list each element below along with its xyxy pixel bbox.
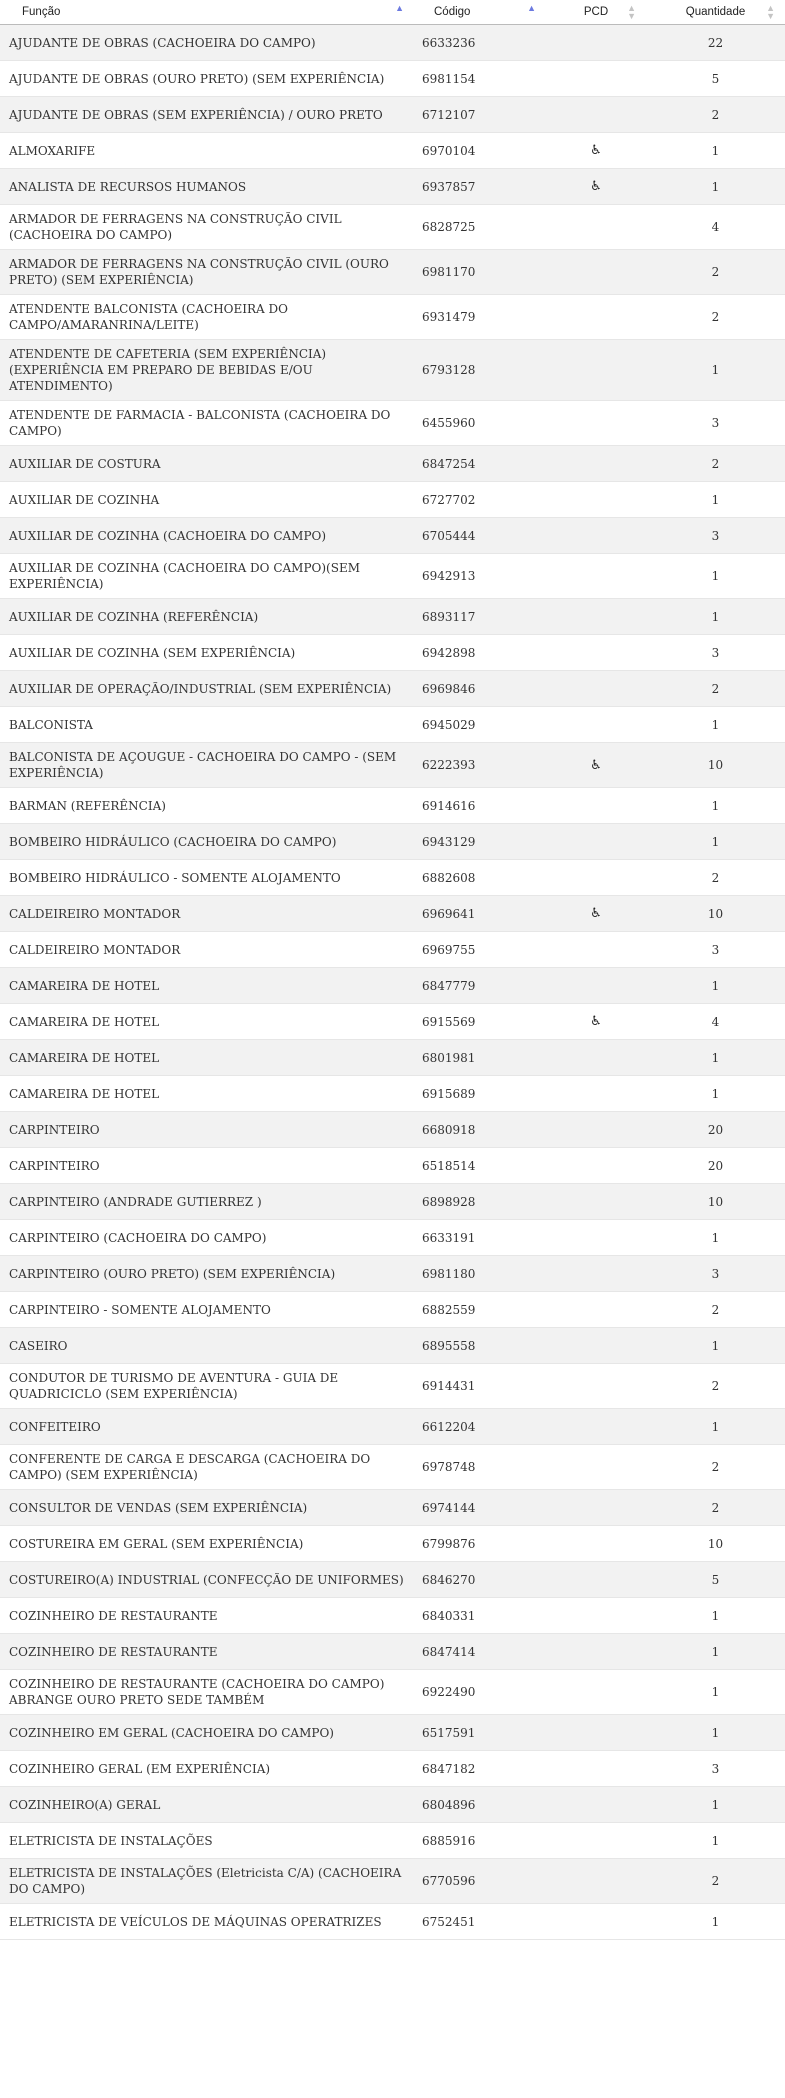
cell-pcd — [546, 133, 646, 169]
cell-funcao: BOMBEIRO HIDRÁULICO - SOMENTE ALOJAMENTO — [0, 860, 414, 896]
table-row[interactable] — [0, 1292, 785, 1328]
cell-quantidade: 22 — [646, 25, 785, 61]
table-row[interactable] — [0, 1220, 785, 1256]
cell-quantidade: 5 — [646, 61, 785, 97]
cell-funcao: ATENDENTE BALCONISTA (CACHOEIRA DO CAMPO/AMARANRINA/LEITE) — [0, 295, 414, 340]
cell-codigo: 6974144 — [414, 1490, 546, 1526]
table-row[interactable] — [0, 635, 785, 671]
cell-quantidade: 10 — [646, 1184, 785, 1220]
cell-quantidade: 4 — [646, 1004, 785, 1040]
cell-codigo: 6455960 — [414, 401, 546, 446]
cell-quantidade: 10 — [646, 896, 785, 932]
wheelchair-icon: ♿ — [590, 179, 602, 194]
cell-quantidade: 5 — [646, 1562, 785, 1598]
table-row[interactable] — [0, 1256, 785, 1292]
table-row[interactable] — [0, 61, 785, 97]
cell-pcd — [546, 1598, 646, 1634]
cell-quantidade: 3 — [646, 635, 785, 671]
cell-pcd — [546, 1904, 646, 1940]
cell-funcao: AUXILIAR DE COZINHA — [0, 482, 414, 518]
table-row[interactable] — [0, 482, 785, 518]
cell-codigo: 6945029 — [414, 707, 546, 743]
table-row[interactable] — [0, 250, 785, 295]
cell-codigo: 6847254 — [414, 446, 546, 482]
table-row[interactable] — [0, 1526, 785, 1562]
cell-pcd — [546, 1148, 646, 1184]
cell-funcao: CAMAREIRA DE HOTEL — [0, 1076, 414, 1112]
cell-pcd — [546, 707, 646, 743]
cell-codigo: 6847414 — [414, 1634, 546, 1670]
cell-funcao: COZINHEIRO DE RESTAURANTE (CACHOEIRA DO CAMPO) ABRANGE OURO PRETO SEDE TAMBÉM — [0, 1670, 414, 1715]
cell-pcd — [546, 340, 646, 401]
cell-codigo: 6847779 — [414, 968, 546, 1004]
cell-pcd — [546, 1112, 646, 1148]
table-row[interactable] — [0, 1562, 785, 1598]
cell-pcd — [546, 1409, 646, 1445]
cell-pcd — [546, 1076, 646, 1112]
cell-codigo: 6981170 — [414, 250, 546, 295]
table-row[interactable] — [0, 1004, 785, 1040]
table-row[interactable] — [0, 1490, 785, 1526]
cell-quantidade: 1 — [646, 707, 785, 743]
table-body — [0, 25, 785, 1940]
table-row[interactable] — [0, 340, 785, 401]
cell-pcd — [546, 1670, 646, 1715]
cell-pcd — [546, 1364, 646, 1409]
cell-quantidade: 4 — [646, 205, 785, 250]
cell-codigo: 6942913 — [414, 554, 546, 599]
table-row[interactable] — [0, 1670, 785, 1715]
cell-funcao: CARPINTEIRO (ANDRADE GUTIERREZ ) — [0, 1184, 414, 1220]
table-row[interactable] — [0, 1184, 785, 1220]
cell-quantidade: 3 — [646, 401, 785, 446]
cell-quantidade: 2 — [646, 446, 785, 482]
cell-pcd — [546, 896, 646, 932]
cell-quantidade: 20 — [646, 1112, 785, 1148]
cell-codigo: 6222393 — [414, 743, 546, 788]
table-row[interactable] — [0, 133, 785, 169]
cell-funcao: AJUDANTE DE OBRAS (CACHOEIRA DO CAMPO) — [0, 25, 414, 61]
cell-quantidade: 2 — [646, 1292, 785, 1328]
cell-funcao: ANALISTA DE RECURSOS HUMANOS — [0, 169, 414, 205]
table-row[interactable] — [0, 1715, 785, 1751]
cell-quantidade: 1 — [646, 788, 785, 824]
cell-funcao: AUXILIAR DE COZINHA (SEM EXPERIÊNCIA) — [0, 635, 414, 671]
table-row[interactable] — [0, 1859, 785, 1904]
cell-pcd — [546, 1445, 646, 1490]
cell-pcd — [546, 1292, 646, 1328]
cell-quantidade: 3 — [646, 932, 785, 968]
cell-funcao: ATENDENTE DE FARMACIA - BALCONISTA (CACHOEIRA DO CAMPO) — [0, 401, 414, 446]
cell-funcao: CARPINTEIRO — [0, 1112, 414, 1148]
column-header-quantidade-label: Quantidade — [685, 6, 746, 18]
table-row[interactable] — [0, 788, 785, 824]
cell-pcd — [546, 169, 646, 205]
cell-pcd — [546, 295, 646, 340]
cell-codigo: 6915689 — [414, 1076, 546, 1112]
cell-funcao: CONFEITEIRO — [0, 1409, 414, 1445]
table-row[interactable] — [0, 1634, 785, 1670]
column-header-funcao-label: Função — [22, 6, 61, 18]
table-row[interactable] — [0, 1364, 785, 1409]
cell-quantidade: 2 — [646, 295, 785, 340]
cell-pcd — [546, 1184, 646, 1220]
cell-quantidade: 1 — [646, 1787, 785, 1823]
cell-codigo: 6931479 — [414, 295, 546, 340]
cell-codigo: 6846270 — [414, 1562, 546, 1598]
cell-codigo: 6705444 — [414, 518, 546, 554]
table-row[interactable] — [0, 896, 785, 932]
table-row[interactable] — [0, 968, 785, 1004]
cell-codigo: 6727702 — [414, 482, 546, 518]
cell-funcao: ATENDENTE DE CAFETERIA (SEM EXPERIÊNCIA) (EXPERIÊNCIA EM PREPARO DE BEBIDAS E/OU ATENDIMENTO) — [0, 340, 414, 401]
cell-pcd — [546, 1040, 646, 1076]
cell-codigo: 6970104 — [414, 133, 546, 169]
wheelchair-icon: ♿ — [590, 143, 602, 158]
table-row[interactable] — [0, 599, 785, 635]
cell-codigo: 6942898 — [414, 635, 546, 671]
cell-pcd — [546, 1328, 646, 1364]
cell-pcd — [546, 446, 646, 482]
table-row[interactable] — [0, 97, 785, 133]
table-header-row — [0, 0, 785, 25]
cell-funcao: AUXILIAR DE COZINHA (CACHOEIRA DO CAMPO)(SEM EXPERIÊNCIA) — [0, 554, 414, 599]
column-header-codigo[interactable] — [414, 0, 546, 25]
cell-funcao: ELETRICISTA DE INSTALAÇÕES (Eletricista C/A) (CACHOEIRA DO CAMPO) — [0, 1859, 414, 1904]
cell-funcao: COSTUREIRA EM GERAL (SEM EXPERIÊNCIA) — [0, 1526, 414, 1562]
table-row[interactable] — [0, 1148, 785, 1184]
cell-codigo: 6943129 — [414, 824, 546, 860]
cell-quantidade: 1 — [646, 482, 785, 518]
cell-pcd — [546, 743, 646, 788]
cell-funcao: COZINHEIRO DE RESTAURANTE — [0, 1598, 414, 1634]
cell-codigo: 6969755 — [414, 932, 546, 968]
cell-quantidade: 1 — [646, 599, 785, 635]
cell-funcao: BALCONISTA — [0, 707, 414, 743]
cell-quantidade: 1 — [646, 1076, 785, 1112]
cell-funcao: CARPINTEIRO (CACHOEIRA DO CAMPO) — [0, 1220, 414, 1256]
wheelchair-icon: ♿ — [590, 906, 602, 921]
cell-quantidade: 1 — [646, 1715, 785, 1751]
table-row[interactable] — [0, 1040, 785, 1076]
cell-quantidade: 2 — [646, 1364, 785, 1409]
cell-codigo: 6981154 — [414, 61, 546, 97]
cell-funcao: CAMAREIRA DE HOTEL — [0, 1040, 414, 1076]
cell-quantidade: 2 — [646, 1859, 785, 1904]
cell-codigo: 6804896 — [414, 1787, 546, 1823]
cell-funcao: CASEIRO — [0, 1328, 414, 1364]
cell-quantidade: 10 — [646, 743, 785, 788]
cell-pcd — [546, 1859, 646, 1904]
sort-asc-icon[interactable]: ▲ — [395, 3, 404, 13]
table-row[interactable] — [0, 446, 785, 482]
cell-quantidade: 1 — [646, 1040, 785, 1076]
table-row[interactable] — [0, 1751, 785, 1787]
cell-pcd — [546, 860, 646, 896]
cell-pcd — [546, 1004, 646, 1040]
table-row[interactable] — [0, 1112, 785, 1148]
cell-quantidade: 1 — [646, 1328, 785, 1364]
cell-pcd — [546, 518, 646, 554]
table-row[interactable] — [0, 1409, 785, 1445]
column-header-pcd[interactable] — [546, 0, 646, 25]
table-row[interactable] — [0, 554, 785, 599]
cell-funcao: BARMAN (REFERÊNCIA) — [0, 788, 414, 824]
cell-quantidade: 20 — [646, 1148, 785, 1184]
table-row[interactable] — [0, 295, 785, 340]
cell-quantidade: 2 — [646, 860, 785, 896]
wheelchair-icon: ♿ — [590, 757, 602, 773]
cell-codigo: 6915569 — [414, 1004, 546, 1040]
cell-pcd — [546, 788, 646, 824]
cell-codigo: 6793128 — [414, 340, 546, 401]
sort-both-icon[interactable]: ▲ ▼ — [627, 3, 636, 21]
cell-funcao: AUXILIAR DE COZINHA (CACHOEIRA DO CAMPO) — [0, 518, 414, 554]
cell-funcao: CALDEIREIRO MONTADOR — [0, 896, 414, 932]
cell-quantidade: 1 — [646, 340, 785, 401]
cell-quantidade: 1 — [646, 1220, 785, 1256]
cell-funcao: ELETRICISTA DE INSTALAÇÕES — [0, 1823, 414, 1859]
table-row[interactable] — [0, 1076, 785, 1112]
cell-funcao: CARPINTEIRO - SOMENTE ALOJAMENTO — [0, 1292, 414, 1328]
table-row[interactable] — [0, 824, 785, 860]
cell-funcao: COZINHEIRO DE RESTAURANTE — [0, 1634, 414, 1670]
column-header-codigo-label: Código — [434, 6, 471, 18]
cell-pcd — [546, 250, 646, 295]
cell-funcao: CAMAREIRA DE HOTEL — [0, 968, 414, 1004]
cell-funcao: COZINHEIRO(A) GERAL — [0, 1787, 414, 1823]
cell-codigo: 6885916 — [414, 1823, 546, 1859]
cell-quantidade: 2 — [646, 1490, 785, 1526]
cell-pcd — [546, 1526, 646, 1562]
cell-pcd — [546, 482, 646, 518]
cell-codigo: 6847182 — [414, 1751, 546, 1787]
cell-codigo: 6914431 — [414, 1364, 546, 1409]
cell-funcao: CALDEIREIRO MONTADOR — [0, 932, 414, 968]
cell-quantidade: 1 — [646, 1634, 785, 1670]
cell-pcd — [546, 1490, 646, 1526]
cell-funcao: AUXILIAR DE COSTURA — [0, 446, 414, 482]
cell-pcd — [546, 932, 646, 968]
cell-pcd — [546, 1562, 646, 1598]
sort-both-icon[interactable]: ▲ ▼ — [766, 3, 775, 21]
cell-codigo: 6801981 — [414, 1040, 546, 1076]
cell-funcao: COZINHEIRO GERAL (EM EXPERIÊNCIA) — [0, 1751, 414, 1787]
table-row[interactable] — [0, 401, 785, 446]
cell-funcao: COSTUREIRO(A) INDUSTRIAL (CONFECÇÃO DE UNIFORMES) — [0, 1562, 414, 1598]
cell-quantidade: 1 — [646, 1823, 785, 1859]
table-row[interactable] — [0, 707, 785, 743]
cell-codigo: 6752451 — [414, 1904, 546, 1940]
cell-quantidade: 1 — [646, 169, 785, 205]
table-row[interactable] — [0, 932, 785, 968]
cell-funcao: COZINHEIRO EM GERAL (CACHOEIRA DO CAMPO) — [0, 1715, 414, 1751]
cell-quantidade: 1 — [646, 824, 785, 860]
cell-codigo: 6893117 — [414, 599, 546, 635]
cell-codigo: 6712107 — [414, 97, 546, 133]
cell-pcd — [546, 1751, 646, 1787]
cell-pcd — [546, 1823, 646, 1859]
cell-quantidade: 1 — [646, 1598, 785, 1634]
table-row[interactable] — [0, 205, 785, 250]
cell-funcao: AJUDANTE DE OBRAS (OURO PRETO) (SEM EXPERIÊNCIA) — [0, 61, 414, 97]
cell-pcd — [546, 1220, 646, 1256]
cell-codigo: 6978748 — [414, 1445, 546, 1490]
table-row[interactable] — [0, 1328, 785, 1364]
cell-pcd — [546, 25, 646, 61]
cell-pcd — [546, 1634, 646, 1670]
cell-funcao: ELETRICISTA DE VEÍCULOS DE MÁQUINAS OPERATRIZES — [0, 1904, 414, 1940]
cell-funcao: AJUDANTE DE OBRAS (SEM EXPERIÊNCIA) / OURO PRETO — [0, 97, 414, 133]
cell-quantidade: 1 — [646, 1670, 785, 1715]
column-header-quantidade[interactable] — [646, 0, 785, 25]
cell-quantidade: 1 — [646, 554, 785, 599]
cell-quantidade: 1 — [646, 1409, 785, 1445]
table-row[interactable] — [0, 1598, 785, 1634]
cell-codigo: 6898928 — [414, 1184, 546, 1220]
cell-codigo: 6828725 — [414, 205, 546, 250]
cell-codigo: 6969846 — [414, 671, 546, 707]
table-row[interactable] — [0, 743, 785, 788]
cell-pcd — [546, 1715, 646, 1751]
cell-funcao: ALMOXARIFE — [0, 133, 414, 169]
cell-codigo: 6937857 — [414, 169, 546, 205]
cell-codigo: 6882559 — [414, 1292, 546, 1328]
cell-pcd — [546, 205, 646, 250]
cell-codigo: 6633236 — [414, 25, 546, 61]
cell-quantidade: 3 — [646, 518, 785, 554]
cell-pcd — [546, 671, 646, 707]
cell-funcao: CAMAREIRA DE HOTEL — [0, 1004, 414, 1040]
cell-codigo: 6969641 — [414, 896, 546, 932]
table-row[interactable] — [0, 1445, 785, 1490]
cell-pcd — [546, 61, 646, 97]
cell-codigo: 6922490 — [414, 1670, 546, 1715]
cell-funcao: CONSULTOR DE VENDAS (SEM EXPERIÊNCIA) — [0, 1490, 414, 1526]
cell-pcd — [546, 1787, 646, 1823]
cell-funcao: AUXILIAR DE OPERAÇÃO/INDUSTRIAL (SEM EXPERIÊNCIA) — [0, 671, 414, 707]
cell-codigo: 6770596 — [414, 1859, 546, 1904]
cell-funcao: BALCONISTA DE AÇOUGUE - CACHOEIRA DO CAMPO - (SEM EXPERIÊNCIA) — [0, 743, 414, 788]
cell-funcao: CONFERENTE DE CARGA E DESCARGA (CACHOEIRA DO CAMPO) (SEM EXPERIÊNCIA) — [0, 1445, 414, 1490]
cell-quantidade: 2 — [646, 97, 785, 133]
cell-codigo: 6895558 — [414, 1328, 546, 1364]
cell-codigo: 6981180 — [414, 1256, 546, 1292]
cell-quantidade: 10 — [646, 1526, 785, 1562]
cell-codigo: 6633191 — [414, 1220, 546, 1256]
cell-codigo: 6882608 — [414, 860, 546, 896]
cell-pcd — [546, 824, 646, 860]
cell-pcd — [546, 97, 646, 133]
cell-pcd — [546, 1256, 646, 1292]
table-row[interactable] — [0, 1787, 785, 1823]
table-row[interactable] — [0, 860, 785, 896]
cell-funcao: BOMBEIRO HIDRÁULICO (CACHOEIRA DO CAMPO) — [0, 824, 414, 860]
cell-quantidade: 1 — [646, 133, 785, 169]
cell-quantidade: 2 — [646, 671, 785, 707]
cell-funcao: ARMADOR DE FERRAGENS NA CONSTRUÇÃO CIVIL (CACHOEIRA DO CAMPO) — [0, 205, 414, 250]
cell-quantidade: 3 — [646, 1256, 785, 1292]
cell-codigo: 6517591 — [414, 1715, 546, 1751]
cell-pcd — [546, 554, 646, 599]
cell-funcao: ARMADOR DE FERRAGENS NA CONSTRUÇÃO CIVIL (OURO PRETO) (SEM EXPERIÊNCIA) — [0, 250, 414, 295]
table-row[interactable] — [0, 1904, 785, 1940]
table-row[interactable] — [0, 1823, 785, 1859]
cell-pcd — [546, 401, 646, 446]
table-row[interactable] — [0, 25, 785, 61]
table-row[interactable] — [0, 518, 785, 554]
cell-codigo: 6840331 — [414, 1598, 546, 1634]
cell-codigo: 6799876 — [414, 1526, 546, 1562]
column-header-pcd-label: PCD — [583, 6, 609, 18]
cell-pcd — [546, 599, 646, 635]
cell-funcao: CONDUTOR DE TURISMO DE AVENTURA - GUIA DE QUADRICICLO (SEM EXPERIÊNCIA) — [0, 1364, 414, 1409]
cell-codigo: 6518514 — [414, 1148, 546, 1184]
cell-codigo: 6680918 — [414, 1112, 546, 1148]
sort-asc-icon[interactable]: ▲ — [527, 3, 536, 13]
column-header-funcao[interactable] — [0, 0, 414, 25]
cell-quantidade: 3 — [646, 1751, 785, 1787]
cell-funcao: CARPINTEIRO — [0, 1148, 414, 1184]
table-row[interactable] — [0, 169, 785, 205]
table-row[interactable] — [0, 671, 785, 707]
cell-funcao: AUXILIAR DE COZINHA (REFERÊNCIA) — [0, 599, 414, 635]
cell-pcd — [546, 635, 646, 671]
wheelchair-icon: ♿ — [590, 1014, 602, 1029]
cell-codigo: 6914616 — [414, 788, 546, 824]
cell-quantidade: 1 — [646, 1904, 785, 1940]
cell-funcao: CARPINTEIRO (OURO PRETO) (SEM EXPERIÊNCIA) — [0, 1256, 414, 1292]
cell-quantidade: 2 — [646, 1445, 785, 1490]
cell-pcd — [546, 968, 646, 1004]
cell-codigo: 6612204 — [414, 1409, 546, 1445]
cell-quantidade: 1 — [646, 968, 785, 1004]
cell-quantidade: 2 — [646, 250, 785, 295]
